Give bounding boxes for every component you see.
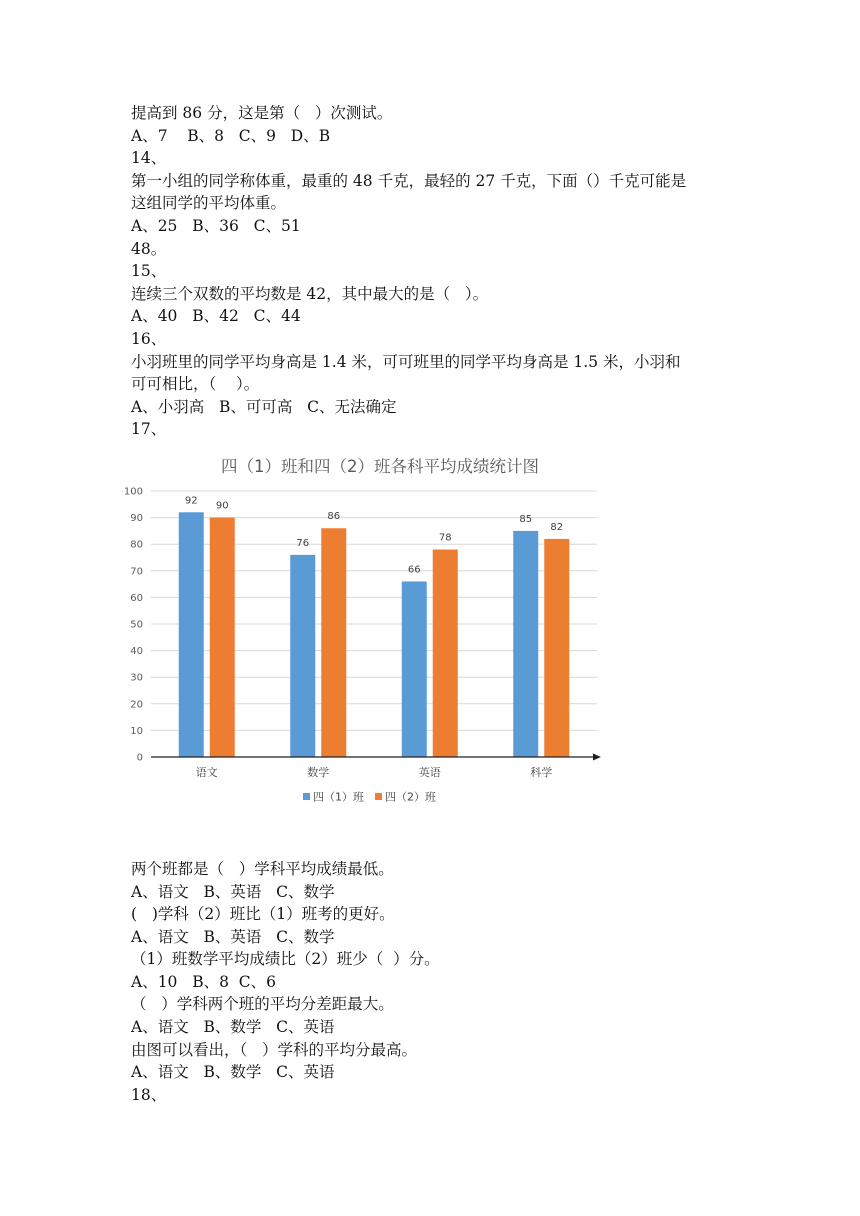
text-line: A、小羽高 B、可可高 C、无法确定 (131, 397, 397, 416)
document-page (123, 102, 751, 1106)
text-line: 第一小组的同学称体重，最重的 48 千克，最轻的 27 千克，下面（）千克可能是 (131, 171, 687, 190)
legend-label: 四（1）班 (313, 790, 364, 804)
text-line: A、40 B、42 C、44 (131, 307, 301, 326)
bar (402, 581, 427, 757)
text-line: A、10 B、8 C、6 (131, 972, 277, 991)
bar (179, 512, 204, 757)
text-line: A、语文 B、英语 C、数学 (131, 927, 335, 946)
bar (210, 518, 235, 757)
y-tick-label: 50 (130, 619, 143, 631)
text-line: A、25 B、36 C、51 (131, 216, 301, 235)
bar (321, 528, 346, 757)
legend-swatch (303, 793, 310, 800)
text-line: A、7 B、8 C、9 D、B (131, 126, 331, 145)
text-line: 14、 (131, 149, 167, 168)
text-line: A、语文 B、数学 C、英语 (131, 1063, 335, 1082)
text-line: 15、 (131, 262, 167, 281)
y-tick-label: 30 (130, 672, 143, 684)
text-line: 这组同学的平均体重。 (131, 194, 287, 213)
data-label: 90 (215, 500, 229, 512)
bar (513, 531, 538, 757)
x-axis (151, 753, 601, 779)
x-tick-label: 数学 (307, 765, 330, 779)
text-line: ( )学科（2）班比（1）班考的更好。 (131, 905, 395, 924)
data-label: 92 (184, 495, 198, 507)
bar (290, 555, 315, 757)
data-label: 82 (550, 521, 564, 533)
data-label: 85 (519, 513, 533, 525)
text-line: 提高到 86 分，这是第（ ）次测试。 (131, 104, 393, 122)
text-line: 17、 (131, 420, 167, 439)
y-tick-label: 100 (123, 486, 143, 498)
text-line: 可可相比，（ ）。 (131, 375, 260, 394)
y-tick-label: 70 (130, 566, 143, 578)
text-line: 16、 (131, 329, 167, 348)
y-tick-label: 10 (130, 725, 143, 737)
bar (544, 539, 569, 757)
text-line: 由图可以看出，（ ）学科的平均分最高。 (131, 1040, 418, 1059)
text-line: 小羽班里的同学平均身高是 1.4 米，可可班里的同学平均身高是 1.5 米，小羽和 (131, 352, 681, 371)
y-tick-label: 90 (130, 513, 143, 525)
text-line: （1）班数学平均成绩比（2）班少（ ）分。 (131, 950, 440, 969)
x-tick-label: 语文 (195, 765, 218, 779)
data-label: 66 (407, 564, 421, 576)
legend-label: 四（2）班 (385, 790, 436, 804)
text-line: 两个班都是（ ）学科平均成绩最低。 (131, 859, 394, 878)
text-block-after (131, 858, 751, 1107)
chart-legend (303, 789, 436, 803)
text-line: 18、 (131, 1085, 167, 1104)
legend-swatch (375, 793, 382, 800)
y-tick-label: 0 (136, 752, 143, 764)
y-axis (124, 486, 143, 763)
chart-svg (113, 443, 633, 860)
x-axis-arrow-icon (593, 753, 601, 760)
data-label: 76 (296, 537, 310, 549)
y-tick-label: 80 (130, 539, 143, 551)
y-tick-label: 20 (130, 699, 143, 711)
chart-title: 四（1）班和四（2）班各科平均成绩统计图 (221, 456, 539, 476)
y-tick-label: 40 (130, 646, 143, 658)
data-label: 78 (438, 532, 452, 544)
text-line: （ ）学科两个班的平均分差距最大。 (131, 995, 394, 1014)
text-line: 48。 (131, 239, 167, 258)
text-line: A、语文 B、数学 C、英语 (131, 1018, 335, 1037)
text-line: 连续三个双数的平均数是 42，其中最大的是（ ）。 (131, 284, 489, 303)
bar-chart (113, 443, 751, 860)
text-block-before (131, 102, 751, 441)
data-label: 86 (327, 511, 341, 523)
y-tick-label: 60 (130, 592, 143, 604)
text-line: A、语文 B、英语 C、数学 (131, 882, 335, 901)
x-tick-label: 英语 (418, 765, 441, 779)
x-tick-label: 科学 (530, 765, 553, 779)
bar (433, 549, 458, 756)
chart-bars (179, 495, 570, 757)
